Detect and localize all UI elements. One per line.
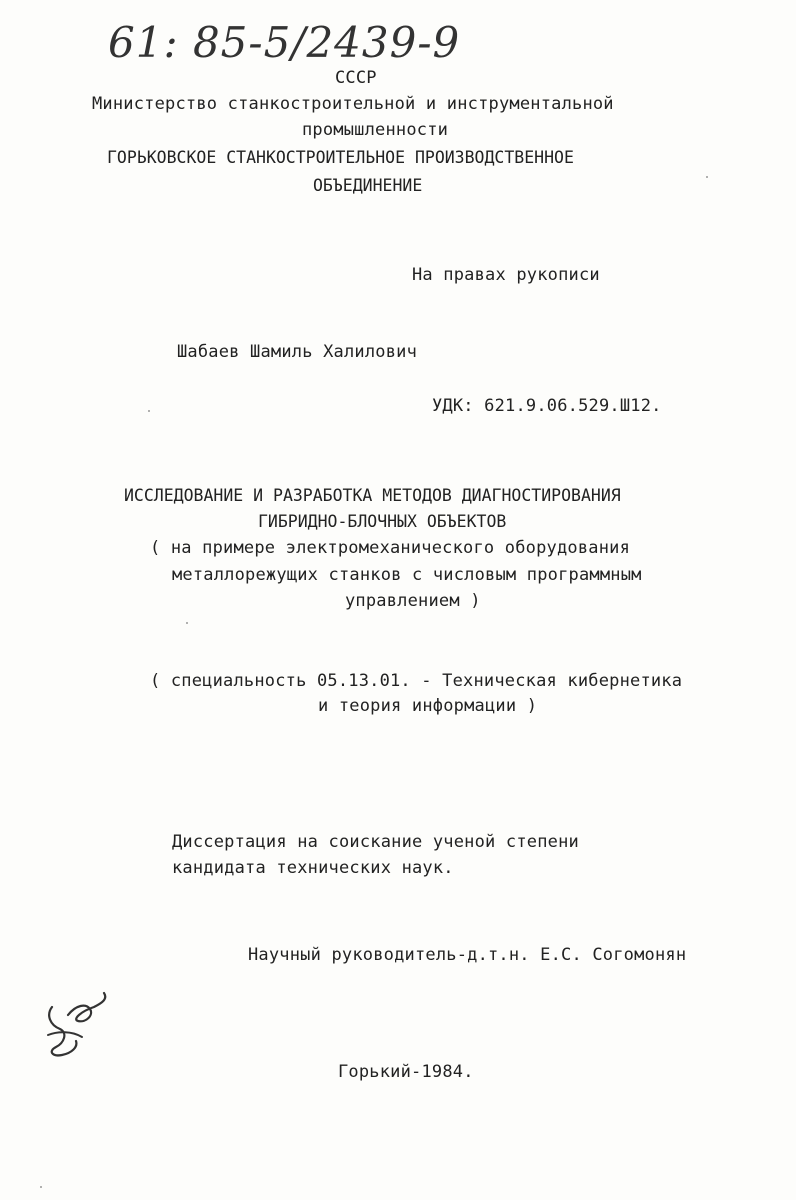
author-name: Шабаев Шамиль Халилович xyxy=(177,342,418,362)
rights-note: На правах рукописи xyxy=(412,265,600,285)
ministry-line-2: промышленности xyxy=(302,120,449,140)
country-label: СССР xyxy=(335,68,377,88)
ministry-line-1: Министерство станкостроительной и инструментальной xyxy=(92,94,614,114)
scan-speck xyxy=(40,1186,42,1188)
supervisor: Научный руководитель-д.т.н. Е.С. Согомонян xyxy=(248,945,687,965)
title-line-5: управлением ) xyxy=(345,591,481,611)
scan-speck xyxy=(706,176,708,178)
organization-line-1: ГОРЬКОВСКОЕ СТАНКОСТРОИТЕЛЬНОЕ ПРОИЗВОДСТВЕННОЕ xyxy=(107,148,574,167)
city-year: Горький-1984. xyxy=(338,1062,474,1082)
udk-code: УДК: 621.9.06.529.Ш12. xyxy=(432,396,662,416)
title-line-1: ИССЛЕДОВАНИЕ И РАЗРАБОТКА МЕТОДОВ ДИАГНОСТИРОВАНИЯ xyxy=(124,486,621,505)
specialty-line-1: ( специальность 05.13.01. - Техническая кибернетика xyxy=(150,671,683,691)
title-line-2: ГИБРИДНО-БЛОЧНЫХ ОБЪЕКТОВ xyxy=(258,512,507,531)
degree-line-2: кандидата технических наук. xyxy=(172,858,454,878)
handwritten-signature xyxy=(38,985,118,1065)
handwritten-archive-code: 61: 85-5/2439-9 xyxy=(108,18,461,67)
title-line-3: ( на примере электромеханического оборудования xyxy=(150,538,631,558)
title-line-4: металлорежущих станков с числовым программным xyxy=(172,565,642,585)
organization-line-2: ОБЪЕДИНЕНИЕ xyxy=(313,176,423,195)
degree-line-1: Диссертация на соискание ученой степени xyxy=(172,832,579,852)
specialty-line-2: и теория информации ) xyxy=(318,696,538,716)
scan-speck xyxy=(148,410,150,412)
scan-speck xyxy=(186,622,188,624)
